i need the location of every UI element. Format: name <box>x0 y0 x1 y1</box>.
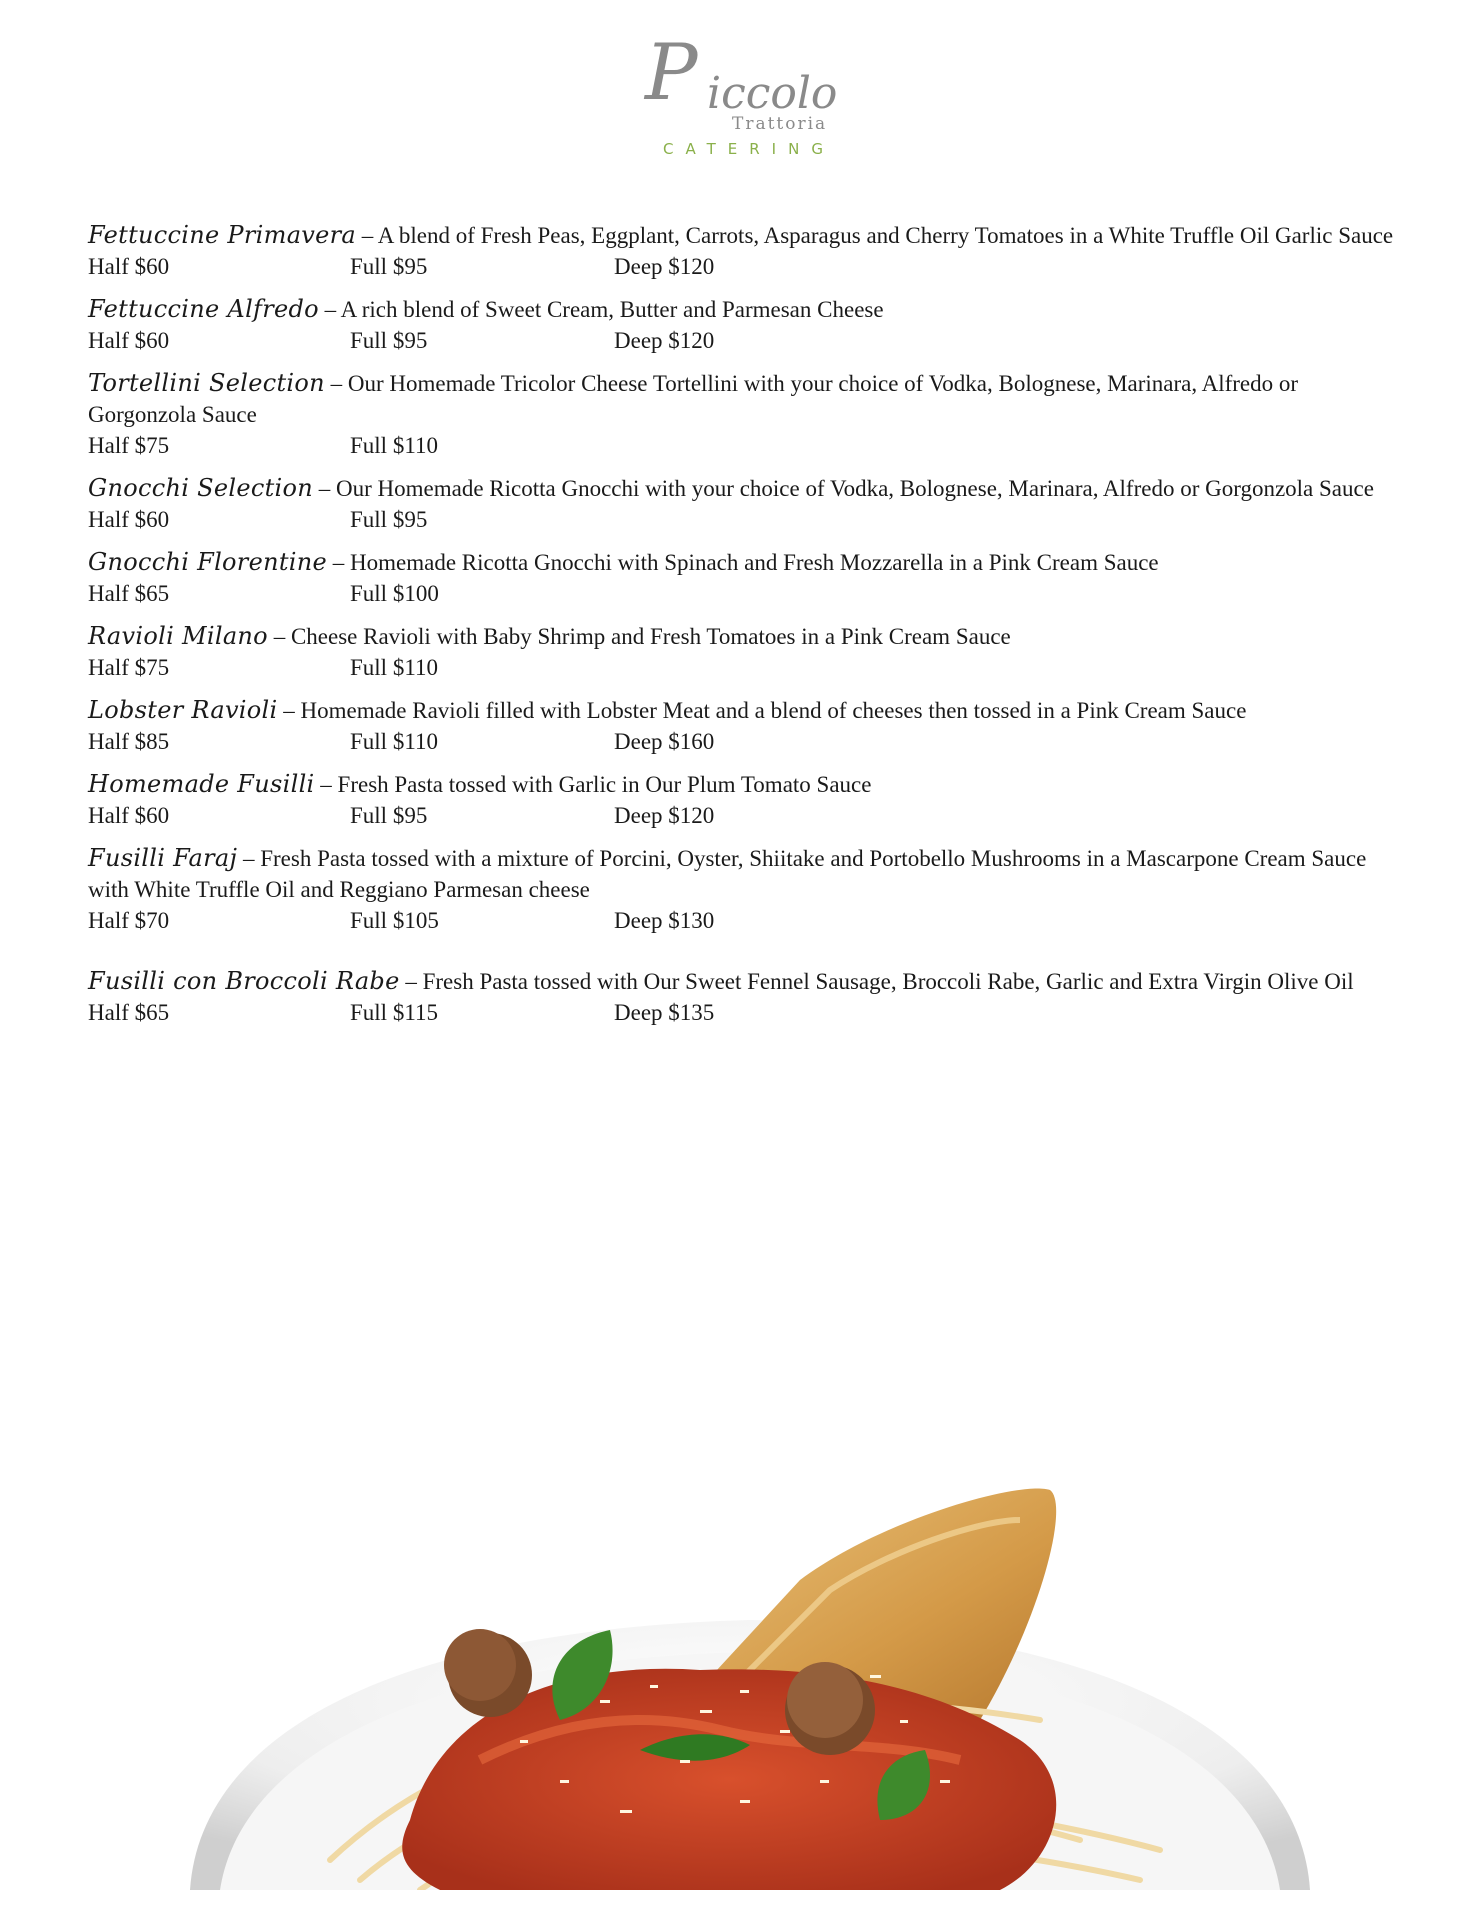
menu-item <box>88 843 1408 936</box>
menu-item-description-line <box>88 294 1408 325</box>
menu-item-dash: – <box>324 371 348 396</box>
price-half: Half $60 <box>88 803 170 828</box>
price-full: Full $100 <box>350 581 439 606</box>
menu-item-name: Fettuccine Alfredo <box>88 295 319 323</box>
price-deep: Deep $135 <box>614 1000 715 1025</box>
price-half: Half $60 <box>88 507 170 532</box>
price-deep: Deep $160 <box>614 729 715 754</box>
menu-item-description-line <box>88 547 1408 578</box>
menu-item-dash: – <box>356 223 378 248</box>
menu-item-description-line <box>88 843 1408 905</box>
spaghetti-illustration <box>180 1460 1320 1890</box>
price-half: Half $60 <box>88 328 170 353</box>
price-full: Full $95 <box>350 507 428 532</box>
logo-subtitle: Trattoria <box>732 114 828 134</box>
spaghetti-photo <box>180 1460 1320 1890</box>
price-deep: Deep $120 <box>614 803 715 828</box>
menu-item-name: Fusilli Faraj <box>88 844 238 872</box>
menu-item <box>88 473 1408 535</box>
menu-item-description-line <box>88 220 1408 251</box>
menu-item <box>88 621 1408 683</box>
menu-item-dash: – <box>327 550 351 575</box>
menu-item-description: Fresh Pasta tossed with Our Sweet Fennel Sausage, Broccoli Rabe, Garlic and Extra Virgin Olive Oil <box>422 969 1354 994</box>
menu-item-description-line <box>88 695 1408 726</box>
menu-item-prices <box>88 800 1408 831</box>
piccolo-logo <box>640 28 860 164</box>
menu-item-prices <box>88 578 1408 609</box>
price-full: Full $110 <box>350 655 438 680</box>
menu-item-description: Homemade Ricotta Gnocchi with Spinach and Fresh Mozzarella in a Pink Cream Sauce <box>350 550 1159 575</box>
menu-item-name: Homemade Fusilli <box>88 770 315 798</box>
price-full: Full $110 <box>350 729 438 754</box>
price-half: Half $70 <box>88 908 170 933</box>
menu-item <box>88 695 1408 757</box>
price-full: Full $115 <box>350 1000 438 1025</box>
price-full: Full $95 <box>350 254 428 279</box>
menu-item-name: Fettuccine Primavera <box>88 221 357 249</box>
menu-item-name: Gnocchi Florentine <box>88 548 328 576</box>
menu-item-name: Lobster Ravioli <box>88 696 278 724</box>
menu-item-description-line <box>88 769 1408 800</box>
price-full: Full $110 <box>350 433 438 458</box>
menu-item-description: Homemade Ravioli filled with Lobster Meat and a blend of cheeses then tossed in a Pink Cream Sauce <box>300 698 1247 723</box>
menu-item-dash: – <box>318 297 341 322</box>
price-full: Full $95 <box>350 803 428 828</box>
menu-item <box>88 368 1408 461</box>
menu-item-dash: – <box>277 698 301 723</box>
price-half: Half $75 <box>88 433 170 458</box>
menu-item-description: A blend of Fresh Peas, Eggplant, Carrots, Asparagus and Cherry Tomatoes in a White Truffle Oil Garlic Sauce <box>377 223 1394 248</box>
menu-item-description: Fresh Pasta tossed with Garlic in Our Plum Tomato Sauce <box>337 772 872 797</box>
price-half: Half $65 <box>88 1000 170 1025</box>
menu-item-prices <box>88 430 1408 461</box>
menu-item-description-line <box>88 368 1408 430</box>
menu-item <box>88 966 1408 1028</box>
price-half: Half $60 <box>88 254 170 279</box>
menu-item-name: Ravioli Milano <box>88 622 268 650</box>
menu-item-prices <box>88 251 1408 282</box>
menu-item-prices <box>88 726 1408 757</box>
pasta-menu <box>88 220 1408 1028</box>
price-deep: Deep $120 <box>614 254 715 279</box>
menu-item <box>88 294 1408 356</box>
menu-item-dash: – <box>399 969 423 994</box>
menu-item-description-line <box>88 621 1408 652</box>
menu-item-description-line <box>88 473 1408 504</box>
price-full: Full $95 <box>350 328 428 353</box>
menu-item-name: Fusilli con Broccoli Rabe <box>88 967 400 995</box>
menu-item-description: Fresh Pasta tossed with a mixture of Porcini, Oyster, Shiitake and Portobello Mushrooms in a Mascarpone Cream Sauce with White Truffle Oil and Reggiano Parmesan cheese <box>88 846 1367 902</box>
menu-item-dash: – <box>267 624 291 649</box>
menu-item-dash: – <box>314 772 338 797</box>
price-full: Full $105 <box>350 908 439 933</box>
logo-script-cap: P <box>645 28 696 118</box>
menu-item-name: Tortellini Selection <box>88 369 325 397</box>
price-half: Half $85 <box>88 729 170 754</box>
menu-item-dash: – <box>237 846 261 871</box>
logo-tagline: CATERING <box>663 140 835 158</box>
price-half: Half $65 <box>88 581 170 606</box>
menu-item-description: A rich blend of Sweet Cream, Butter and Parmesan Cheese <box>340 297 884 322</box>
menu-item-description: Cheese Ravioli with Baby Shrimp and Fresh Tomatoes in a Pink Cream Sauce <box>290 624 1011 649</box>
menu-item-description: Our Homemade Tricolor Cheese Tortellini with your choice of Vodka, Bolognese, Marinara, Alfredo or Gorgonzola Sauce <box>88 371 1299 427</box>
menu-item-name: Gnocchi Selection <box>88 474 314 502</box>
menu-item <box>88 220 1408 282</box>
menu-item-prices <box>88 325 1408 356</box>
menu-item-prices <box>88 652 1408 683</box>
price-deep: Deep $120 <box>614 328 715 353</box>
price-half: Half $75 <box>88 655 170 680</box>
menu-item-description: Our Homemade Ricotta Gnocchi with your choice of Vodka, Bolognese, Marinara, Alfredo or Gorgonzola Sauce <box>336 476 1374 501</box>
price-deep: Deep $130 <box>614 908 715 933</box>
menu-item-dash: – <box>313 476 337 501</box>
menu-item <box>88 769 1408 831</box>
logo-script-rest: iccolo <box>707 68 838 119</box>
menu-item-description-line <box>88 966 1408 997</box>
menu-item-prices <box>88 997 1408 1028</box>
menu-item <box>88 547 1408 609</box>
menu-item-prices <box>88 905 1408 936</box>
menu-item-prices <box>88 504 1408 535</box>
